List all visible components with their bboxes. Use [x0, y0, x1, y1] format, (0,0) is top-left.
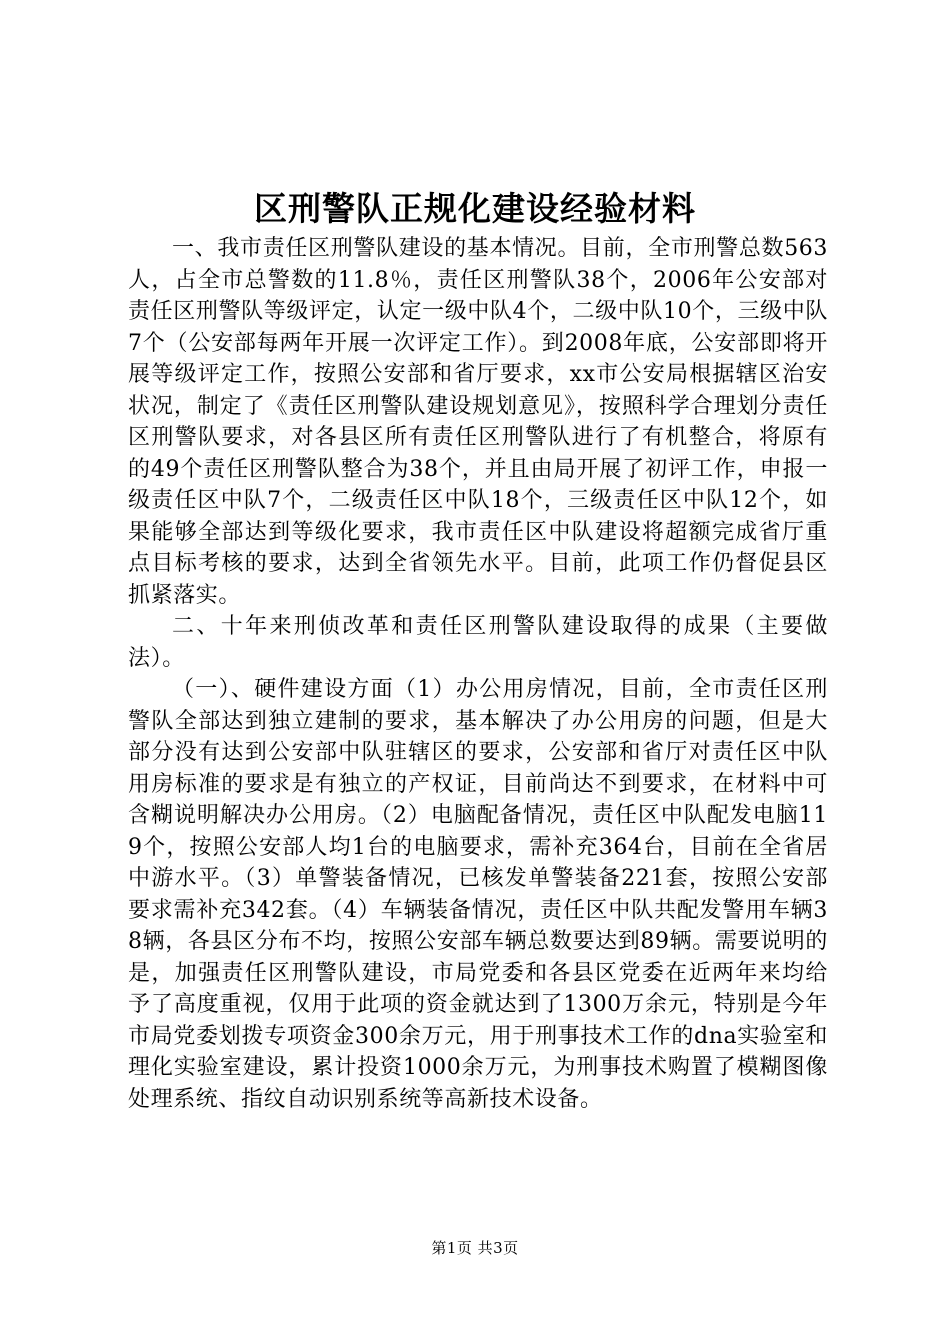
document-title: 区刑警队正规化建设经验材料 — [254, 189, 696, 228]
page-footer: 第1页 共3页 — [431, 1239, 519, 1257]
paragraph-basic-situation: 一、我市责任区刑警队建设的基本情况。目前，全市刑警总数563人，占全市总警数的11.8％，责任区刑警队38个，2006年公安部对责任区刑警队等级评定，认定一级中队4个，二级中队10个，三级中队7个（公安部每两年开展一次评定工作）。到2008年底，公安部即将开展等级评定工作，按照公安部和省厅要求，xx市公安局根据辖区治安状况，制定了《责任区刑警队建设规划意见》，按照科学合理划分责任区刑警队要求，对各县区所有责任区刑警队进行了有机整合，将原有的49个责任区刑警队整合为38个，并且由局开展了初评工作，申报一级责任区中队7个，二级责任区中队18个，三级责任区中队12个，如果能够全部达到等级化要求，我市责任区中队建设将超额完成省厅重点目标考核的要求，达到全省领先水平。目前，此项工作仍督促县区抓紧落实。 — [128, 236, 828, 608]
paragraph-hardware-construction: （一）、硬件建设方面（1）办公用房情况，目前，全市责任区刑警队全部达到独立建制的要求，基本解决了办公用房的问题，但是大部分没有达到公安部中队驻辖区的要求，公安部和省厅对责任区中队用房标准的要求是有独立的产权证，目前尚达不到要求，在材料中可含糊说明解决办公用房。（2）电脑配备情况，责任区中队配发电脑119个，按照公安部人均1台的电脑要求，需补充364台，目前在全省居中游水平。（3）单警装备情况，已核发单警装备221套，按照公安部要求需补充342套。（4）车辆装备情况，责任区中队共配发警用车辆38辆，各县区分布不均，按照公安部车辆总数要达到89辆。需要说明的是，加强责任区刑警队建设，市局党委和各县区党委在近两年来均给予了高度重视，仅用于此项的资金就达到了1300万余元，特别是今年市局党委划拨专项资金300余万元，用于刑事技术工作的dna实验室和理化实验室建设，累计投资1000余万元，为刑事技术购置了模糊图像处理系统、指纹自动识别系统等高新技术设备。 — [128, 677, 828, 1112]
document-body — [128, 233, 828, 1115]
paragraph-achievements-heading: 二、十年来刑侦改革和责任区刑警队建设取得的成果（主要做法）。 — [128, 614, 828, 671]
